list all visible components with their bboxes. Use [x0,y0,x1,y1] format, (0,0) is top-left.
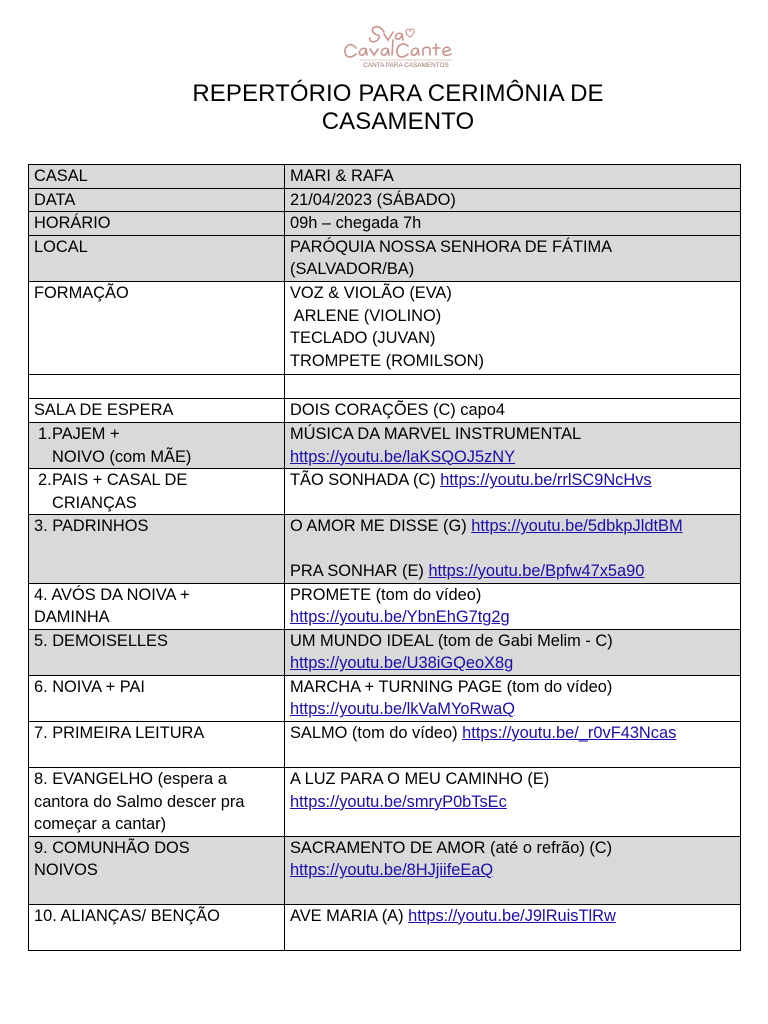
row-value [285,281,741,374]
table-row-empty [29,375,741,399]
song-title: O AMOR ME DISSE (G) [290,517,472,536]
video-link[interactable]: https://youtu.be/8HJjiifeEaQ [290,861,494,880]
row-value [285,235,741,281]
title-line-2: CASAMENTO [321,108,475,135]
row-value: 21/04/2023 (SÁBADO) [285,188,741,212]
video-link[interactable]: https://youtu.be/rrlSC9NcHvs [440,471,652,490]
song-title: UM MUNDO IDEAL (tom de Gabi Melim - C) [290,631,613,650]
row-label: DATA [29,188,285,212]
row-number: 2. [38,471,52,490]
video-link[interactable]: https://youtu.be/laKSQOJ5zNY [290,447,516,466]
row-value [285,904,741,950]
row-label-line: PAIS + CASAL DE [52,471,188,490]
row-label-line: 9. COMUNHÃO DOS [34,838,190,857]
table-row [29,165,741,189]
table-row [29,768,741,837]
table-row [29,904,741,950]
row-label-line: NOIVOS [34,861,98,880]
row-value [285,629,741,675]
video-link[interactable]: https://youtu.be/Bpfw47x5a90 [428,561,645,580]
table-row [29,515,741,583]
row-value [285,515,741,583]
brand-logo [340,12,470,70]
song-title: MARCHA + TURNING PAGE (tom do vídeo) [290,677,613,696]
row-value: DOIS CORAÇÕES (C) capo4 [285,399,741,423]
row-value [285,422,741,468]
row-label: 10. ALIANÇAS/ BENÇÃO [29,904,285,950]
row-value [285,675,741,721]
row-label [29,583,285,629]
row-label-line: 4. AVÓS DA NOIVA + [34,585,190,604]
video-link[interactable]: https://youtu.be/5dbkpJldtBM [471,517,683,536]
row-value: MARI & RAFA [285,165,741,189]
row-label: SALA DE ESPERA [29,399,285,423]
row-label [29,469,285,515]
video-link[interactable]: https://youtu.be/lkVaMYoRwaQ [290,700,516,719]
song-title: MÚSICA DA MARVEL INSTRUMENTAL [290,424,582,443]
video-link[interactable]: https://youtu.be/YbnEhG7tg2g [290,608,510,627]
row-number: 1. [38,424,52,443]
row-label-line: NOIVO (com MÃE) [52,447,192,466]
row-value [285,469,741,515]
title-line-1: REPERTÓRIO PARA CERIMÔNIA DE [192,80,604,107]
row-label: FORMAÇÃO [29,281,285,374]
table-row [29,235,741,281]
song-title: A LUZ PARA O MEU CAMINHO (E) [290,770,550,789]
video-link[interactable]: https://youtu.be/smryP0bTsEc [290,792,507,811]
row-label: LOCAL [29,235,285,281]
row-label [29,422,285,468]
empty-cell [29,375,285,399]
table-row [29,675,741,721]
row-label: HORÁRIO [29,212,285,236]
row-label: CASAL [29,165,285,189]
row-label-line: CRIANÇAS [52,493,137,512]
song-title: SACRAMENTO DE AMOR (até o refrão) (C) [290,838,613,857]
row-label: 5. DEMOISELLES [29,629,285,675]
formacao-line: TECLADO (JUVAN) [290,329,436,348]
table-row [29,836,741,904]
row-label: 7. PRIMEIRA LEITURA [29,722,285,768]
row-label-line: PAJEM + [52,424,120,443]
page-title [0,80,768,136]
table-row [29,212,741,236]
video-link[interactable]: https://youtu.be/U38iGQeoX8g [290,654,514,673]
repertoire-table [28,164,741,951]
formacao-line: TROMPETE (ROMILSON) [290,351,484,370]
local-line-1: PARÓQUIA NOSSA SENHORA DE FÁTIMA [290,237,613,256]
row-value [285,836,741,904]
table-row [29,188,741,212]
row-value [285,583,741,629]
table-row [29,722,741,768]
row-label [29,836,285,904]
table-row [29,469,741,515]
table-row [29,422,741,468]
formacao-line: VOZ & VIOLÃO (EVA) [290,283,452,302]
row-label [29,768,285,837]
table-row [29,629,741,675]
row-label-line: 8. EVANGELHO (espera a [34,770,227,789]
row-value: 09h – chegada 7h [285,212,741,236]
table-row [29,399,741,423]
logo-tagline: CANTA PARA CASAMENTOS [363,62,449,69]
video-link[interactable]: https://youtu.be/_r0vF43Ncas [462,724,677,743]
row-label: 6. NOIVA + PAI [29,675,285,721]
song-title: PRA SONHAR (E) [290,561,429,580]
row-value [285,722,741,768]
formacao-line: ARLENE (VIOLINO) [290,306,442,325]
table-row [29,281,741,374]
local-line-2: (SALVADOR/BA) [290,260,415,279]
row-label-line: começar a cantar) [34,815,167,834]
song-title: PROMETE (tom do vídeo) [290,585,482,604]
row-label-line: DAMINHA [34,608,110,627]
empty-cell [285,375,741,399]
video-link[interactable]: https://youtu.be/J9lRuisTlRw [408,906,616,925]
row-label: 3. PADRINHOS [29,515,285,583]
song-title: TÃO SONHADA (C) [290,471,441,490]
row-value [285,768,741,837]
table-row [29,583,741,629]
song-title: SALMO (tom do vídeo) [290,724,463,743]
row-label-line: cantora do Salmo descer pra [34,792,245,811]
song-title: AVE MARIA (A) [290,906,409,925]
